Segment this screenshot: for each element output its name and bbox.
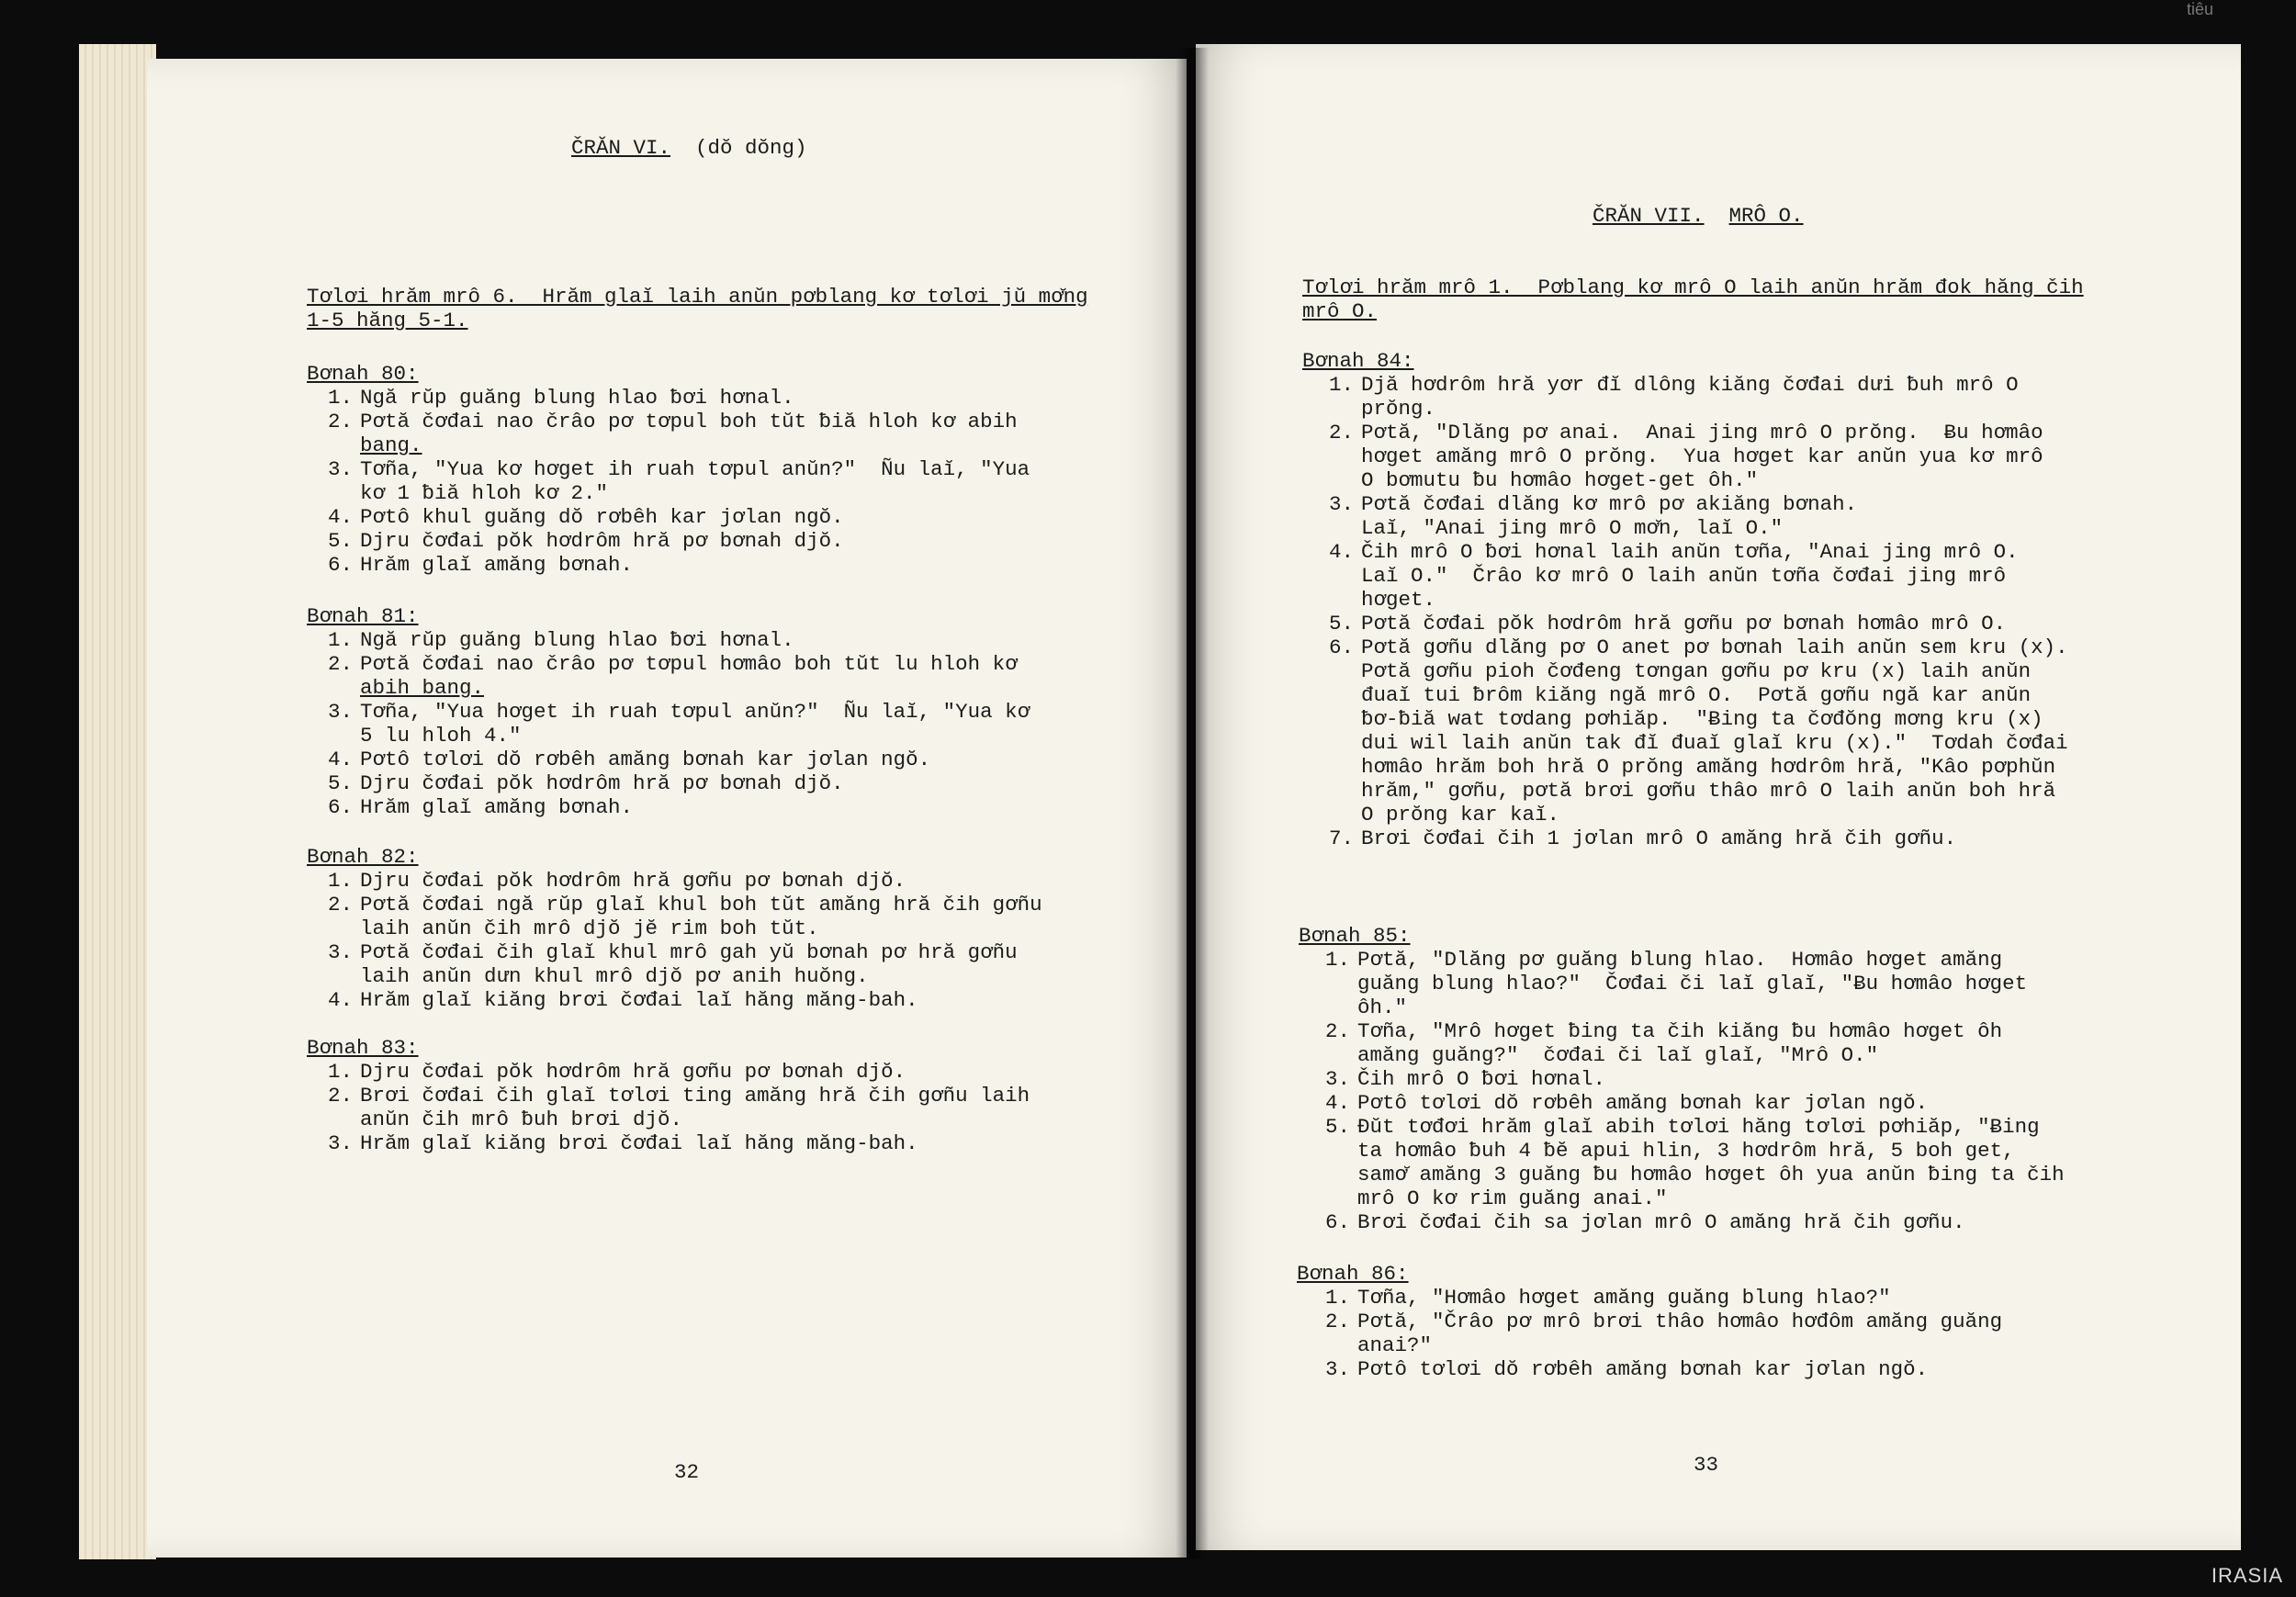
item-line: Djru čơđai pŏk hơdrôm hră gơñu pơ bơnah djŏ. xyxy=(360,1060,906,1084)
list-item xyxy=(1313,373,2068,421)
list-item xyxy=(1313,492,2068,540)
item-line: Pơtă, "Dlăng pơ guăng blung hlao. Hơmâo hơget amăng xyxy=(1357,948,2003,972)
item-number: 7. xyxy=(1328,827,1354,850)
item-line: hơget amăng mrô O prŏng. Yua hơget kar anŭn yua kơ mrô xyxy=(1361,444,2043,468)
watermark-text: IRASIA xyxy=(2211,1564,2283,1587)
section-item-list xyxy=(1313,373,2068,850)
list-item xyxy=(1310,1210,2065,1234)
section-item-list xyxy=(312,386,1030,577)
item-number: 1. xyxy=(1324,1286,1350,1310)
item-line: Pơtô tơlơi dŏ rơbêh amăng bơnah kar jơlan ngŏ. xyxy=(1357,1091,1929,1115)
item-number: 4. xyxy=(327,505,353,529)
item-number: 2. xyxy=(1324,1310,1350,1333)
item-number: 3. xyxy=(1324,1067,1350,1091)
item-number: 2. xyxy=(327,893,353,917)
item-number: 5. xyxy=(1328,612,1354,635)
chapter-subtitle: MRÔ O. xyxy=(1728,204,1804,228)
book-gutter xyxy=(1176,48,1209,1559)
section-title-text: Bơnah 81 xyxy=(307,604,407,628)
list-item xyxy=(312,1060,1030,1084)
item-line: Pơtô khul guăng dŏ rơbêh kar jơlan ngŏ. xyxy=(360,505,844,529)
intro-line: mrô O. xyxy=(1302,299,1378,323)
list-item xyxy=(1310,1019,2065,1067)
section-title-text: Bơnah 83 xyxy=(307,1036,407,1060)
item-line: ôh." xyxy=(1357,995,1408,1019)
list-item xyxy=(312,1084,1030,1131)
item-line: dui wil laih anŭn tak đĭ đuaĭ glaĭ kru (x)." Tơdah čơđai xyxy=(1361,731,2068,755)
item-line: bang. xyxy=(360,433,422,457)
list-item xyxy=(1310,1115,2065,1210)
item-number: 1. xyxy=(1328,373,1354,397)
section-title: Bơnah 83: xyxy=(307,1036,419,1060)
item-number: 6. xyxy=(1324,1210,1350,1234)
list-item xyxy=(1313,421,2068,492)
item-number: 6. xyxy=(1328,635,1354,659)
list-item xyxy=(312,553,1030,577)
item-number: 1. xyxy=(1324,948,1350,972)
section-title: Bơnah 85: xyxy=(1299,924,1411,948)
item-number: 4. xyxy=(1328,540,1354,564)
item-line: laih anŭn dưn khul mrô djŏ pơ anih huŏng. xyxy=(360,964,869,988)
list-item xyxy=(312,988,1042,1012)
section-title-text: Bơnah 85 xyxy=(1299,924,1399,948)
item-number: 2. xyxy=(327,1084,353,1108)
item-line: Tơña, "Yua hơget ih ruah tơpul anŭn?" Ñu laĭ, "Yua kơ xyxy=(360,700,1030,724)
item-number: 1. xyxy=(327,386,353,410)
item-number: 6. xyxy=(327,553,353,577)
section-item-list xyxy=(312,628,1030,819)
corner-text: tiêu xyxy=(2186,0,2213,18)
item-line: Ngă rŭp guăng blung hlao ƀơi hơnal. xyxy=(360,386,794,410)
item-number: 4. xyxy=(1324,1091,1350,1115)
section-item-list xyxy=(312,869,1042,1012)
item-line: hrăm," gơñu, pơtă brơi gơñu thâo mrô O laih anŭn boh hră xyxy=(1361,779,2056,803)
item-number: 5. xyxy=(327,529,353,553)
chapter-heading xyxy=(1593,204,1804,228)
item-number: 3. xyxy=(327,700,353,724)
item-line: Djă hơdrôm hră yơr đĭ dlông kiăng čơđai dưi ƀuh mrô O xyxy=(1361,373,2019,397)
item-line: Pơtă čơđai ngă rŭp glaĭ khul boh tŭt amăng hră čih gơñu xyxy=(360,893,1042,917)
item-line: anai?" xyxy=(1357,1333,1433,1357)
list-item xyxy=(312,893,1042,940)
list-item xyxy=(312,628,1030,652)
left-page xyxy=(147,59,1187,1558)
intro-line: Tơlơi hrăm mrô 6. Hrăm glaĭ laih anŭn pơblang kơ tơlơi jŭ mơ̆ng xyxy=(307,285,1088,309)
item-line: Hrăm glaĭ amăng bơnah. xyxy=(360,553,634,577)
item-line: hơget. xyxy=(1361,588,1436,612)
item-line: mrô O kơ rim guăng anai." xyxy=(1357,1187,1668,1210)
item-number: 5. xyxy=(327,771,353,795)
item-line: guăng blung hlao?" Čơđai či laĭ glaĭ, "Ƀu hơmâo hơget xyxy=(1357,972,2028,995)
list-item xyxy=(1313,612,2068,635)
item-line: Pơtă čơđai pŏk hơdrôm hră gơñu pơ bơnah hơmâo mrô O. xyxy=(1361,612,2007,635)
item-line: ta hơmâo ƀuh 4 ƀĕ apui hlin, 3 hơdrôm hră, 5 boh get, xyxy=(1357,1139,2015,1163)
item-number: 3. xyxy=(1328,492,1354,516)
section-item-list xyxy=(1310,948,2065,1234)
list-item xyxy=(312,505,1030,529)
item-line: Đŭt tơđơi hrăm glaĭ abih tơlơi hăng tơlơi pơhiăp, "Ƀing xyxy=(1357,1115,2040,1139)
item-line: Pơtă gơñu dlăng pơ O anet pơ bơnah laih anŭn sem kru (x). xyxy=(1361,635,2068,659)
item-line: Tơña, "Mrô hơget ƀing ta čih kiăng ƀu hơmâo hơget ôh xyxy=(1357,1019,2003,1043)
item-line: Pơtă, "Črâo pơ mrô brơi thâo hơmâo hơđôm amăng guăng xyxy=(1357,1310,2003,1333)
item-line: samơ̆ amăng 3 guăng ƀu hơmâo hơget ôh yua anŭn ƀing ta čih xyxy=(1357,1163,2065,1187)
item-line: Pơtă čơđai čih glaĭ khul mrô gah yŭ bơnah pơ hră gơñu xyxy=(360,940,1018,964)
item-number: 1. xyxy=(327,1060,353,1084)
item-line: Brơi čơđai čih sa jơlan mrô O amăng hră čih gơñu. xyxy=(1357,1210,1965,1234)
item-line: Brơi čơđai čih glaĭ tơlơi ting amăng hră čih gơñu laih xyxy=(360,1084,1030,1108)
item-line: Brơi čơđai čih 1 jơlan mrô O amăng hră čih gơñu. xyxy=(1361,827,1957,850)
list-item xyxy=(312,1131,1030,1155)
item-number: 3. xyxy=(327,457,353,481)
item-number: 1. xyxy=(327,628,353,652)
item-number: 2. xyxy=(327,652,353,676)
item-line: Čih mrô O ƀơi hơnal. xyxy=(1357,1067,1606,1091)
item-line: Ngă rŭp guăng blung hlao ƀơi hơnal. xyxy=(360,628,794,652)
item-line: Pơtă čơđai dlăng kơ mrô pơ akiăng bơnah. xyxy=(1361,492,1858,516)
list-item xyxy=(312,700,1030,748)
item-line: O prŏng kar kaĭ. xyxy=(1361,803,1560,827)
section-item-list xyxy=(1310,1286,2002,1381)
section-title: Bơnah 82: xyxy=(307,845,419,869)
item-number: 2. xyxy=(1324,1019,1350,1043)
list-item xyxy=(312,386,1030,410)
list-item xyxy=(312,410,1030,457)
item-line: Pơtô tơlơi dŏ rơbêh amăng bơnah kar jơlan ngŏ. xyxy=(360,748,931,771)
item-line: amăng guăng?" čơđai či laĭ glaĭ, "Mrô O." xyxy=(1357,1043,1879,1067)
item-line: Pơtă, "Dlăng pơ anai. Anai jing mrô O prŏng. Ƀu hơmâo xyxy=(1361,421,2043,444)
section-title-text: Bơnah 82 xyxy=(307,845,407,869)
list-item xyxy=(1310,1357,2002,1381)
item-line: anŭn čih mrô ƀuh brơi djŏ. xyxy=(360,1108,683,1131)
item-number: 2. xyxy=(1328,421,1354,444)
item-line: abih bang. xyxy=(360,676,485,700)
list-item xyxy=(1310,1067,2065,1091)
list-item xyxy=(1313,827,2068,850)
item-number: 4. xyxy=(327,748,353,771)
section-title: Bơnah 81: xyxy=(307,604,419,628)
item-number: 3. xyxy=(1324,1357,1350,1381)
item-number: 1. xyxy=(327,869,353,893)
page-number: 33 xyxy=(1694,1453,1719,1477)
section-title-text: Bơnah 80 xyxy=(307,362,407,386)
section-title-text: Bơnah 84 xyxy=(1302,349,1402,373)
item-number: 4. xyxy=(327,988,353,1012)
intro-line: 1-5 hăng 5-1. xyxy=(307,309,468,332)
item-line: Pơtă gơñu pioh čơđeng tơngan gơñu pơ kru (x) laih anŭn xyxy=(1361,659,2032,683)
list-item xyxy=(312,940,1042,988)
list-item xyxy=(1310,1286,2002,1310)
list-item xyxy=(312,795,1030,819)
lesson-intro xyxy=(307,285,1088,332)
list-item xyxy=(312,748,1030,771)
item-line: Čih mrô O ƀơi hơnal laih anŭn tơña, "Anai jing mrô O. xyxy=(1361,540,2019,564)
section-title: Bơnah 84: xyxy=(1302,349,1414,373)
list-item xyxy=(312,529,1030,553)
item-line: 5 lu hloh 4." xyxy=(360,724,522,748)
list-item xyxy=(312,869,1042,893)
chapter-title: ČRĂN VI. xyxy=(571,136,671,160)
section-title: Bơnah 86: xyxy=(1297,1262,1409,1286)
item-line: Tơña, "Hơmâo hơget amăng guăng blung hlao?" xyxy=(1357,1286,1891,1310)
item-line: Djru čơđai pŏk hơdrôm hră pơ bơnah djŏ. xyxy=(360,771,844,795)
item-number: 2. xyxy=(327,410,353,433)
section-title: Bơnah 80: xyxy=(307,362,419,386)
chapter-heading xyxy=(571,136,807,160)
item-line: Tơña, "Yua kơ hơget ih ruah tơpul anŭn?" Ñu laĭ, "Yua xyxy=(360,457,1030,481)
list-item xyxy=(1313,635,2068,827)
item-number: 6. xyxy=(327,795,353,819)
page-edges-stack xyxy=(79,44,156,1559)
item-line: prŏng. xyxy=(1361,397,1436,421)
item-line: Pơtă čơđai nao črâo pơ tơpul hơmâo boh tŭt lu hloh kơ xyxy=(360,652,1018,676)
lesson-intro xyxy=(1302,276,2084,323)
list-item xyxy=(312,652,1030,700)
list-item xyxy=(1310,1310,2002,1357)
item-line: đuaĭ tui ƀrôm kiăng ngă mrô O. Pơtă gơñu ngă kar anŭn xyxy=(1361,683,2032,707)
item-number: 3. xyxy=(327,1131,353,1155)
intro-line: Tơlơi hrăm mrô 1. Pơblang kơ mrô O laih anŭn hrăm đok hăng čih xyxy=(1302,276,2084,299)
list-item xyxy=(312,771,1030,795)
item-number: 3. xyxy=(327,940,353,964)
section-title-text: Bơnah 86 xyxy=(1297,1262,1397,1286)
item-line: Hrăm glaĭ amăng bơnah. xyxy=(360,795,634,819)
item-line: Djru čơđai pŏk hơdrôm hră pơ bơnah djŏ. xyxy=(360,529,844,553)
item-line: Laĭ O." Črâo kơ mrô O laih anŭn tơña čơđai jing mrô xyxy=(1361,564,2007,588)
chapter-title: ČRĂN VII. xyxy=(1593,204,1705,228)
item-line: ƀơ-ƀiă wat tơdang pơhiăp. "Ƀing ta čơđŏng mơng kru (x) xyxy=(1361,707,2043,731)
item-line: Djru čơđai pŏk hơdrôm hră gơñu pơ bơnah djŏ. xyxy=(360,869,906,893)
item-line: Hrăm glaĭ kiăng brơi čơđai laĭ hăng măng-bah. xyxy=(360,988,918,1012)
item-line: kơ 1 ƀiă hloh kơ 2." xyxy=(360,481,609,505)
item-line: Hrăm glaĭ kiăng brơi čơđai laĭ hăng măng-bah. xyxy=(360,1131,918,1155)
item-line: hơmâo hrăm boh hră O prŏng amăng hơdrôm hră, "Kâo pơphŭn xyxy=(1361,755,2056,779)
item-line: laih anŭn čih mrô djŏ jĕ rim boh tŭt. xyxy=(360,917,819,940)
right-page xyxy=(1196,44,2241,1550)
page-number: 32 xyxy=(674,1460,700,1484)
section-item-list xyxy=(312,1060,1030,1155)
list-item xyxy=(1310,948,2065,1019)
item-line: Laĭ, "Anai jing mrô O mơ̆n, laĭ O." xyxy=(1361,516,1784,540)
item-number: 5. xyxy=(1324,1115,1350,1139)
chapter-subtitle: (dŏ dŏng) xyxy=(695,136,807,160)
list-item xyxy=(1313,540,2068,612)
item-line: O bơmutu ƀu hơmâo hơget-get ôh." xyxy=(1361,468,1759,492)
list-item xyxy=(312,457,1030,505)
item-line: Pơtă čơđai nao črâo pơ tơpul boh tŭt ƀiă hloh kơ abih xyxy=(360,410,1018,433)
item-line: Pơtô tơlơi dŏ rơbêh amăng bơnah kar jơlan ngŏ. xyxy=(1357,1357,1929,1381)
list-item xyxy=(1310,1091,2065,1115)
